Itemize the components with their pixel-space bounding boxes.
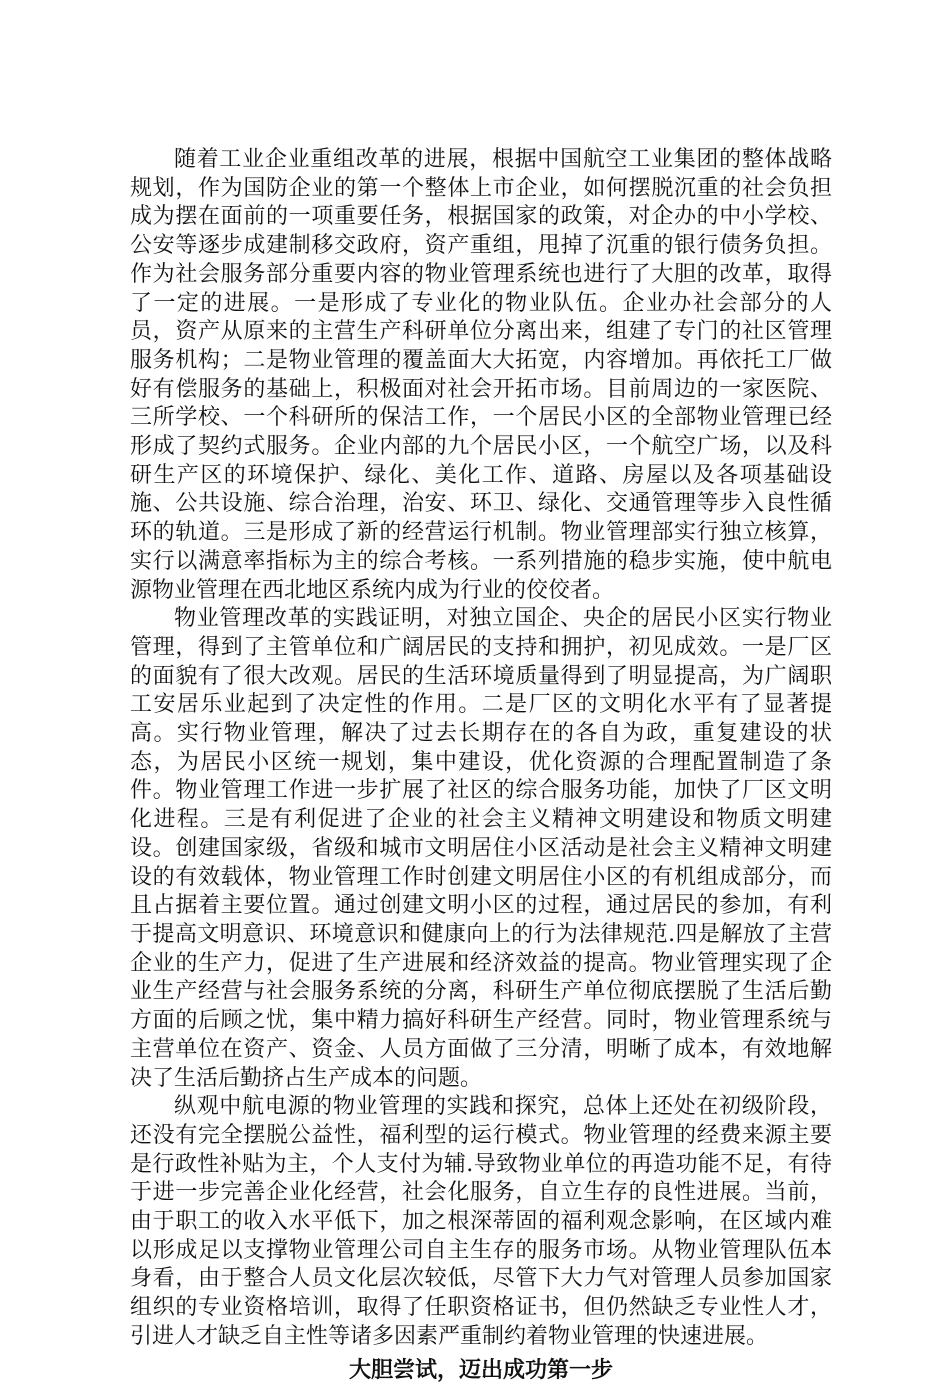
document-body: [130, 146, 832, 1386]
section-heading: 大胆尝试，迈出成功第一步: [348, 1357, 613, 1383]
paragraph-restructuring: 随着工业企业重组改革的进展，根据中国航空工业集团的整体战略规划，作为国防企业的第一个整体上市企业，如何摆脱沉重的社会负担成为摆在面前的一项重要任务，根据国家的政策，对企办的中小学校、公安等逐步成建制移交政府，资产重组，甩掉了沉重的银行债务负担。作为社会服务部分重要内容的物业管理系统也进行了大胆的改革，取得了一定的进展。一是形成了专业化的物业队伍。企业办社会部分的人员，资产从原来的主营生产科研单位分离出来，组建了专门的社区管理服务机构；二是物业管理的覆盖面大大拓宽，内容增加。再依托工厂做好有偿服务的基础上，积极面对社会开拓市场。目前周边的一家医院、三所学校、一个科研所的保洁工作，一个居民小区的全部物业管理已经形成了契约式服务。企业内部的九个居民小区，一个航空广场，以及科研生产区的环境保护、绿化、美化工作、道路、房屋以及各项基础设施、公共设施、综合治理，治安、环卫、绿化、交通管理等步入良性循环的轨道。三是形成了新的经营运行机制。物业管理部实行独立核算，实行以满意率指标为主的综合考核。一系列措施的稳步实施，使中航电源物业管理在西北地区系统内成为行业的佼佼者。: [130, 147, 832, 603]
paragraph-reform-results: 物业管理改革的实践证明，对独立国企、央企的居民小区实行物业管理，得到了主管单位和广阔居民的支持和拥护，初见成效。一是厂区的面貌有了很大改观。居民的生活环境质量得到了明显提高，为广阔职工安居乐业起到了决定性的作用。二是厂区的文明化水平有了显著提高。实行物业管理，解决了过去长期存在的各自为政，重复建设的状态，为居民小区统一规划，集中建设，优化资源的合理配置制造了条件。物业管理工作进一步扩展了社区的综合服务功能，加快了厂区文明化进程。三是有利促进了企业的社会主义精神文明建设和物质文明建设。创建国家级，省级和城市文明居住小区活动是社会主义精神文明建设的有效载体，物业管理工作时创建文明居住小区的有机组成部分，而且占据着主要位置。通过创建文明小区的过程，通过居民的参加，有利于提高文明意识、环境意识和健康向上的行为法律规范.四是解放了主营企业的生产力，促进了生产进展和经济效益的提高。物业管理实现了企业生产经营与社会服务系统的分离，科研生产单位彻底摆脱了生活后勤方面的后顾之忧，集中精力搞好科研生产经营。同时，物业管理系统与主营单位在资产、资金、人员方面做了三分清，明晰了成本，有效地解决了生活后勤挤占生产成本的问题。: [130, 606, 832, 1091]
paragraph-current-problems: 纵观中航电源的物业管理的实践和探究，总体上还处在初级阶段，还没有完全摆脱公益性，福利型的运行模式。物业管理的经费来源主要是行政性补贴为主，个人支付为辅.导致物业单位的再造功能不足，有待于进一步完善企业化经营，社会化服务，自立生存的良性进展。当前，由于职工的收入水平低下，加之根深蒂固的福利观念影响，在区域内难以形成足以支撑物业管理公司自主生存的服务市场。从物业管理队伍本身看，由于整合人员文化层次较低，尽管下大力气对管理人员参加国家组织的专业资格培训，取得了任职资格证书，但仍然缺乏专业性人才，引进人才缺乏自主性等诸多因素严重制约着物业管理的快速进展。: [130, 1094, 832, 1349]
